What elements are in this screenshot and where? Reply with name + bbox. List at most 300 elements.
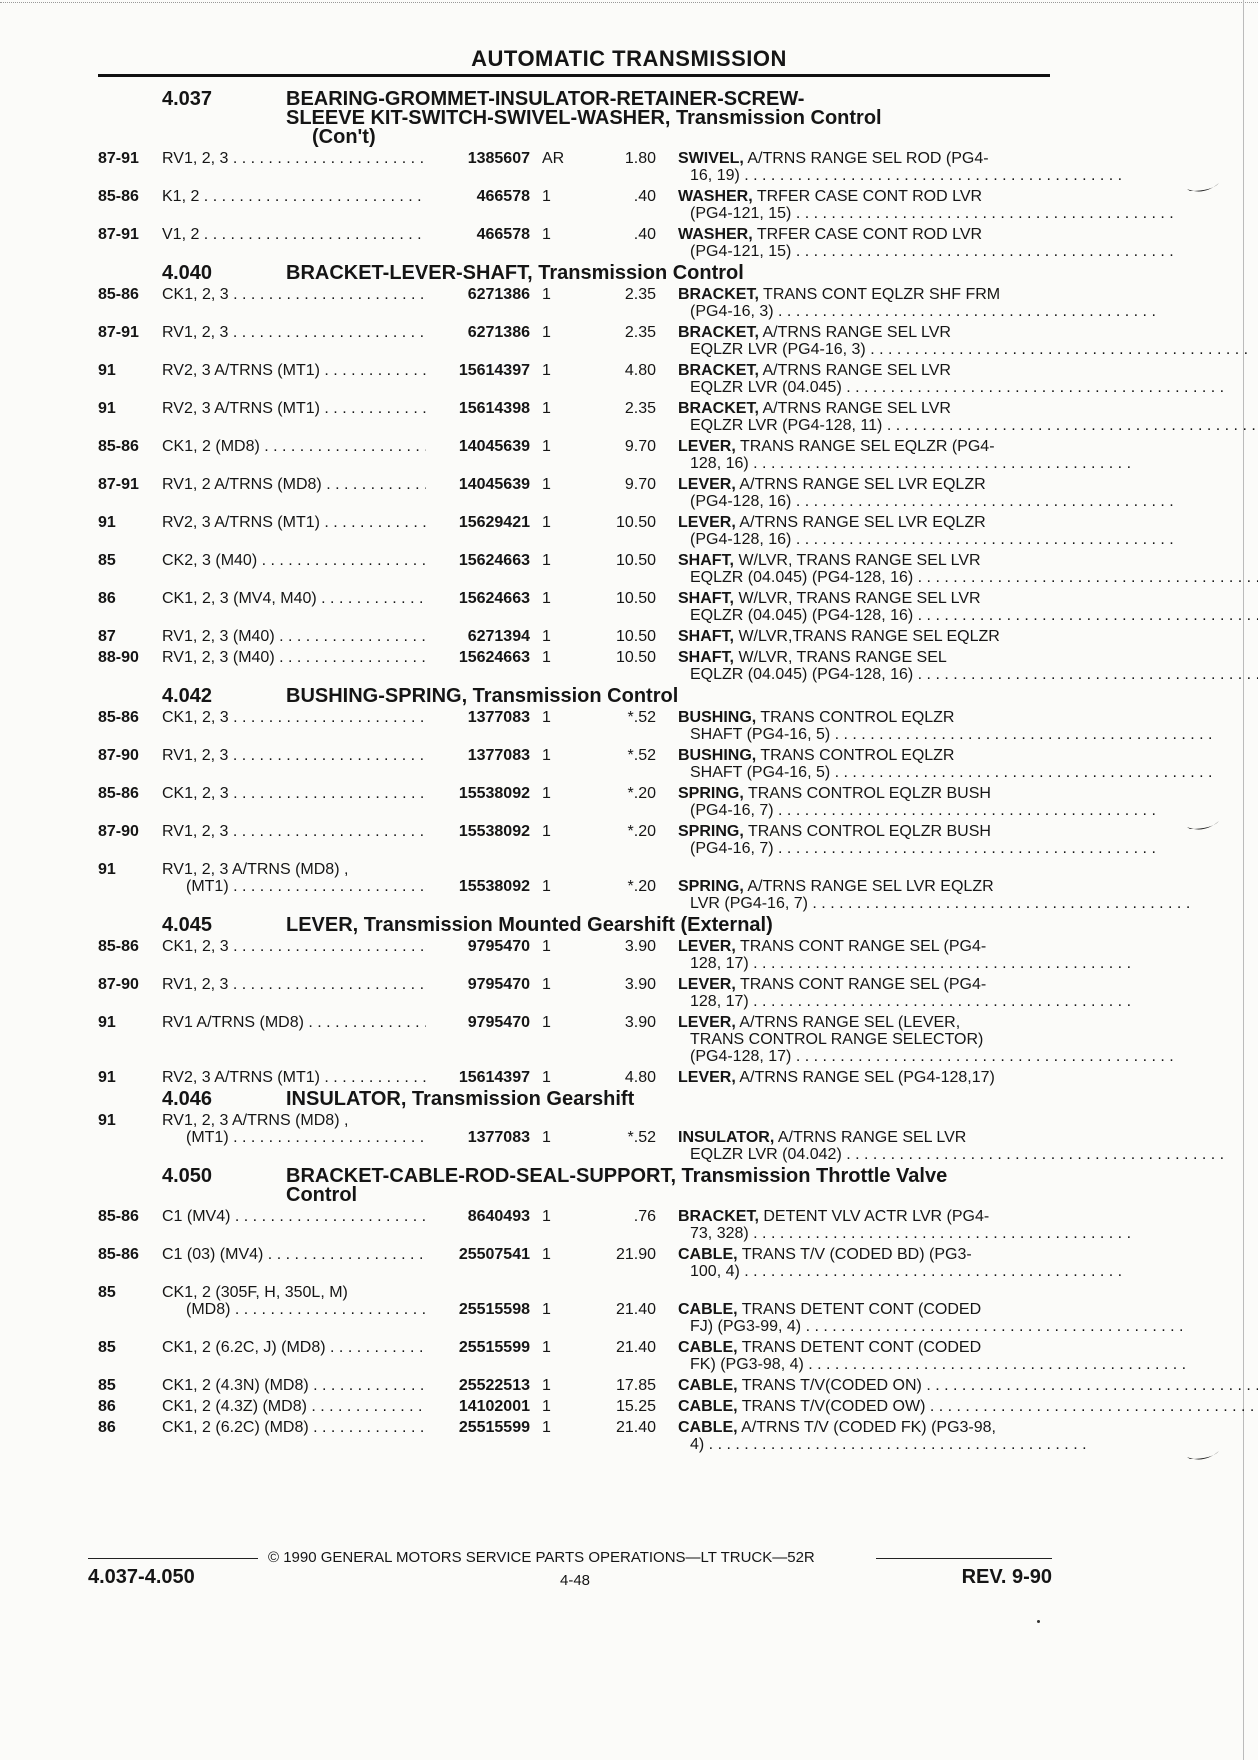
part-number: 14045639 [458, 476, 530, 493]
description-text: FK) (PG3-98, 4) [690, 1356, 804, 1373]
part-row [98, 1398, 1050, 1415]
quantity-cell [530, 861, 594, 912]
footer-revision: REV. 9-90 [961, 1566, 1052, 1588]
description-line [678, 476, 1174, 493]
part-number-cell [426, 590, 530, 624]
price-cell [594, 1069, 656, 1086]
price-cell [594, 438, 656, 472]
application-line-wrap [162, 476, 426, 493]
model-year: 85-86 [98, 1208, 139, 1225]
description-text: 100, 4) [690, 1263, 740, 1280]
part-number: 25507541 [458, 1246, 530, 1263]
description-text: (PG4-128, 16) [690, 493, 792, 510]
leader-dots [791, 1048, 1173, 1065]
leader-dots [749, 993, 1131, 1010]
model-year: 85-86 [98, 188, 139, 205]
description-text: (PG4-128, 16) [690, 531, 792, 548]
application-line-wrap [162, 976, 426, 993]
application-line-wrap [162, 1377, 426, 1394]
leader-dots [229, 709, 426, 726]
price-cell [594, 514, 656, 548]
part-row [98, 1069, 1050, 1086]
application-line-wrap [162, 150, 426, 167]
quantity-cell [530, 150, 594, 184]
leader-dots [704, 1436, 1086, 1453]
description-text: 16, 19) [690, 167, 740, 184]
part-number: 15614397 [458, 362, 530, 379]
model-year: 91 [98, 1014, 116, 1031]
leader-dots [320, 400, 426, 417]
application [162, 150, 426, 184]
section-heading [98, 1090, 1050, 1109]
application-line: CK1, 2 (6.2C) (MD8) [162, 1419, 309, 1436]
description-line [678, 286, 1156, 303]
application [162, 861, 426, 912]
description [656, 938, 1131, 972]
description [656, 590, 1258, 624]
description [656, 1208, 1131, 1242]
part-name: LEVER, [678, 1069, 736, 1086]
leader-dots [304, 1014, 426, 1031]
part-number-cell [426, 400, 530, 434]
part-name: SHAFT, [678, 649, 734, 666]
application [162, 649, 426, 683]
leader-dots [913, 569, 1258, 586]
quantity: 1 [542, 514, 551, 531]
application-line: RV1, 2, 3 [162, 823, 229, 840]
description-text: TRANS RANGE SEL EQLZR (PG4- [739, 438, 995, 455]
application-line-wrap [162, 938, 426, 955]
description-text: TRANS CONTROL EQLZR [760, 709, 955, 726]
model-year: 86 [98, 590, 116, 607]
leader-dots [260, 438, 426, 455]
part-number: 6271394 [467, 628, 530, 645]
application-line: RV2, 3 A/TRNS (MT1) [162, 362, 320, 379]
part-number-cell [426, 861, 530, 912]
quantity-cell [530, 590, 594, 624]
quantity: 1 [542, 709, 551, 726]
spacer [542, 1112, 594, 1129]
part-name: LEVER, [678, 976, 736, 993]
price-cell [594, 1398, 656, 1415]
application [162, 590, 426, 624]
leader-dots [830, 764, 1212, 781]
application-line: RV1, 2, 3 [162, 747, 229, 764]
description-line [678, 726, 1212, 743]
description [656, 438, 1131, 472]
description-line [678, 878, 1190, 895]
spacer [678, 1284, 1183, 1301]
application-line-wrap [162, 1339, 426, 1356]
application-line-wrap [162, 785, 426, 802]
part-number-cell [426, 747, 530, 781]
leader-dots [228, 747, 426, 764]
leader-dots [801, 1318, 1183, 1335]
model-year: 86 [98, 1398, 116, 1415]
description-line [678, 895, 1190, 912]
quantity-cell [530, 286, 594, 320]
leader-dots [229, 938, 426, 955]
part-number: 8640493 [467, 1208, 530, 1225]
part-name: BRACKET, [678, 1208, 759, 1225]
price: 10.50 [615, 649, 656, 666]
application [162, 1398, 426, 1415]
part-row [98, 150, 1050, 184]
price-cell [594, 649, 656, 683]
application [162, 1112, 426, 1163]
description-text: 4) [690, 1436, 705, 1453]
application [162, 476, 426, 510]
price-cell [594, 1112, 656, 1163]
section-title [286, 687, 1050, 706]
application [162, 188, 426, 222]
footer-copyright: © 1990 GENERAL MOTORS SERVICE PARTS OPERATIONS—LT TRUCK—52R [268, 1549, 815, 1566]
description-line [678, 649, 1258, 666]
price-cell [594, 362, 656, 396]
part-row [98, 590, 1050, 624]
description [656, 400, 1258, 434]
part-row [98, 324, 1050, 358]
section-number: 4.045 [162, 914, 213, 936]
description-line [678, 840, 1156, 857]
description-text: A/TRNS RANGE SEL LVR EQLZR [747, 878, 994, 895]
description-text: TRANS CONTROL EQLZR [760, 747, 955, 764]
section-title [286, 1090, 1050, 1109]
part-row [98, 286, 1050, 320]
section-title [286, 916, 1050, 935]
application-line-wrap [162, 1208, 426, 1225]
leader-dots [774, 802, 1156, 819]
part-number: 25515598 [458, 1301, 530, 1318]
description-line [678, 303, 1156, 320]
part-number-cell [426, 362, 530, 396]
price: 4.80 [624, 1069, 656, 1086]
application-line-wrap [162, 514, 426, 531]
footer-rule [876, 1558, 1052, 1559]
part-name: BUSHING, [678, 709, 757, 726]
description-text: TRANS CONTROL EQLZR BUSH [747, 823, 991, 840]
price: 21.40 [615, 1339, 656, 1356]
description-text: TRANS CONTROL RANGE SELECTOR) [690, 1031, 984, 1048]
part-number-cell [426, 976, 530, 1010]
model-year: 87-91 [98, 324, 139, 341]
price: 2.35 [624, 400, 656, 417]
price-cell [594, 1377, 656, 1394]
leader-dots [257, 552, 426, 569]
spacer [542, 1284, 594, 1301]
header-rule [98, 74, 1050, 77]
quantity: 1 [542, 1419, 551, 1436]
application-line-wrap [162, 1129, 426, 1146]
model-year: 86 [98, 1419, 116, 1436]
part-row [98, 1419, 1050, 1453]
application [162, 1339, 426, 1373]
application-line-wrap [162, 552, 426, 569]
part-row [98, 1377, 1050, 1394]
part-row [98, 438, 1050, 472]
description-text: LVR (PG4-16, 7) [690, 895, 808, 912]
description-text: A/TRNS RANGE SEL LVR [762, 362, 951, 379]
leader-dots [228, 150, 426, 167]
part-number-cell [426, 226, 530, 260]
model-year: 85 [98, 1284, 116, 1301]
part-name: SPRING, [678, 878, 744, 895]
part-number: 466578 [476, 226, 530, 243]
parts-listing [98, 86, 1050, 1457]
price: 21.40 [615, 1301, 656, 1318]
description [656, 1398, 1258, 1415]
model-year: 85-86 [98, 438, 139, 455]
price-cell [594, 1246, 656, 1280]
description-line [678, 1419, 1087, 1436]
part-name: SHAFT, [678, 552, 734, 569]
leader-dots [326, 1339, 426, 1356]
application-line-wrap [162, 438, 426, 455]
price-cell [594, 709, 656, 743]
description-text: DETENT VLV ACTR LVR (PG4- [763, 1208, 990, 1225]
part-number: 25522513 [458, 1377, 530, 1394]
leader-dots [830, 726, 1212, 743]
page-speck [1037, 1620, 1040, 1623]
application [162, 514, 426, 548]
part-number: 14102001 [458, 1398, 530, 1415]
application-line: RV1, 2, 3 [162, 150, 229, 167]
part-row [98, 649, 1050, 683]
description [656, 785, 1156, 819]
description-line [678, 1246, 1122, 1263]
application-line: CK1, 2 (305F, H, 350L, M) [162, 1284, 348, 1301]
description-line [678, 938, 1131, 955]
spacer [426, 1112, 530, 1129]
description-text: A/TRNS RANGE SEL LVR EQLZR [739, 514, 986, 531]
quantity-cell [530, 785, 594, 819]
quantity-cell [530, 938, 594, 972]
section-number: 4.050 [162, 1165, 213, 1187]
description [656, 150, 1122, 184]
description-text: W/LVR,TRANS RANGE SEL EQLZR [738, 628, 1000, 645]
description [656, 1377, 1258, 1394]
model-year: 85 [98, 1377, 116, 1394]
application [162, 362, 426, 396]
application-line: (MT1) [186, 1129, 229, 1146]
part-row [98, 785, 1050, 819]
leader-dots [229, 286, 426, 303]
description-line [678, 569, 1258, 586]
application-line: CK2, 3 (M40) [162, 552, 258, 569]
section-title-line: BUSHING-SPRING, Transmission Control [286, 685, 679, 707]
leader-dots [229, 1129, 426, 1146]
leader-dots [842, 379, 1224, 396]
price: 9.70 [624, 438, 656, 455]
section-title-line: BEARING-GROMMET-INSULATOR-RETAINER-SCREW- [286, 88, 805, 110]
quantity-cell [530, 476, 594, 510]
application-line: CK1, 2, 3 [162, 938, 229, 955]
model-year: 91 [98, 1069, 116, 1086]
description-line [678, 1356, 1186, 1373]
quantity-cell [530, 226, 594, 260]
description-text: SHAFT (PG4-16, 5) [690, 726, 831, 743]
description [656, 1246, 1122, 1280]
description-text: (PG4-121, 15) [690, 243, 792, 260]
application [162, 709, 426, 743]
model-year: 87-90 [98, 747, 139, 764]
description-line [678, 1129, 1224, 1146]
quantity-cell [530, 1208, 594, 1242]
quantity: 1 [542, 476, 551, 493]
leader-dots [309, 1419, 426, 1436]
binder-hole-mark [1186, 182, 1220, 194]
description-text: EQLZR LVR (04.045) [690, 379, 842, 396]
part-name: SHAFT, [678, 590, 734, 607]
price: 3.90 [624, 976, 656, 993]
part-row [98, 628, 1050, 645]
description-line [678, 324, 1248, 341]
leader-dots [804, 1356, 1186, 1373]
description-line [678, 1339, 1186, 1356]
application [162, 552, 426, 586]
price: 4.80 [624, 362, 656, 379]
part-number: 466578 [476, 188, 530, 205]
quantity: 1 [542, 590, 551, 607]
quantity-cell [530, 1112, 594, 1163]
description-line [678, 976, 1131, 993]
description [656, 286, 1156, 320]
price: 9.70 [624, 476, 656, 493]
leader-dots [320, 1069, 426, 1086]
price-cell [594, 1284, 656, 1335]
leader-dots [791, 243, 1173, 260]
description-line [678, 362, 1224, 379]
section-number: 4.046 [162, 1088, 213, 1110]
model-year: 87-90 [98, 823, 139, 840]
application [162, 1377, 426, 1394]
application-line-wrap [162, 1398, 426, 1415]
leader-dots [866, 341, 1248, 358]
application [162, 286, 426, 320]
part-number: 15538092 [458, 823, 530, 840]
description [656, 823, 1156, 857]
section-heading [98, 90, 1050, 147]
part-number: 6271386 [467, 324, 530, 341]
price-cell [594, 861, 656, 912]
application-line: CK1, 2 (MD8) [162, 438, 260, 455]
application [162, 400, 426, 434]
part-number-cell [426, 188, 530, 222]
price-cell [594, 476, 656, 510]
leader-dots [275, 628, 426, 645]
part-row [98, 400, 1050, 434]
application-line: K1, 2 [162, 188, 200, 205]
description [656, 188, 1174, 222]
quantity-cell [530, 1284, 594, 1335]
description [656, 709, 1212, 743]
description-text: A/TRNS RANGE SEL ROD (PG4- [747, 150, 989, 167]
model-year: 87-90 [98, 976, 139, 993]
description-text: A/TRNS RANGE SEL (PG4-128,17) [739, 1069, 995, 1086]
leader-dots [774, 303, 1156, 320]
quantity: 1 [542, 1301, 551, 1318]
description-line [678, 1014, 1174, 1031]
price-cell [594, 552, 656, 586]
price: 3.90 [624, 1014, 656, 1031]
part-row [98, 552, 1050, 586]
quantity: 1 [542, 938, 551, 955]
part-number-cell [426, 1246, 530, 1280]
part-name: CABLE, [678, 1398, 738, 1415]
quantity-cell [530, 1398, 594, 1415]
description-line [678, 1208, 1131, 1225]
price-cell [594, 188, 656, 222]
price-cell [594, 1208, 656, 1242]
application [162, 976, 426, 1010]
leader-dots [320, 362, 426, 379]
quantity-cell [530, 324, 594, 358]
description [656, 976, 1131, 1010]
description-text: 128, 17) [690, 993, 749, 1010]
leader-dots [199, 188, 426, 205]
application [162, 1208, 426, 1242]
part-name: CABLE, [678, 1419, 738, 1436]
leader-dots [808, 895, 1190, 912]
price: 10.50 [615, 628, 656, 645]
description [656, 476, 1174, 510]
model-year: 87-91 [98, 150, 139, 167]
spacer [426, 1284, 530, 1301]
leader-dots [791, 205, 1173, 222]
application-line-wrap [162, 1246, 426, 1263]
leader-dots [913, 607, 1258, 624]
spacer [594, 1112, 656, 1129]
description-text: FJ) (PG3-99, 4) [690, 1318, 802, 1335]
description-text: EQLZR LVR (PG4-128, 11) [690, 417, 883, 434]
description [656, 324, 1248, 358]
part-row [98, 861, 1050, 912]
price: *.20 [627, 823, 656, 840]
quantity: 1 [542, 362, 551, 379]
price: 21.90 [615, 1246, 656, 1263]
section-number: 4.040 [162, 262, 213, 284]
section-heading [98, 916, 1050, 935]
application-line-wrap [162, 188, 426, 205]
quantity: 1 [542, 747, 551, 764]
part-name: BRACKET, [678, 362, 759, 379]
description-text: (PG4-16, 7) [690, 840, 774, 857]
quantity-cell [530, 1014, 594, 1065]
part-row [98, 1339, 1050, 1373]
application [162, 785, 426, 819]
application-line: RV1, 2, 3 (M40) [162, 649, 275, 666]
application-line-wrap [162, 709, 426, 726]
quantity-cell [530, 400, 594, 434]
description-text: 128, 17) [690, 955, 749, 972]
part-number-cell [426, 324, 530, 358]
application-line-wrap [162, 649, 426, 666]
description-line [678, 823, 1156, 840]
price: *.52 [627, 709, 656, 726]
page-top-edge [0, 2, 1258, 3]
part-number-cell [426, 1208, 530, 1242]
application-line-wrap [162, 1301, 426, 1318]
leader-dots [263, 1246, 426, 1263]
section-title-line: INSULATOR, Transmission Gearshift [286, 1088, 635, 1110]
section-title-line: BRACKET-CABLE-ROD-SEAL-SUPPORT, Transmission Throttle Valve [286, 1165, 948, 1187]
leader-dots [922, 1377, 1258, 1394]
part-name: SWIVEL, [678, 150, 744, 167]
part-row [98, 1246, 1050, 1280]
section-number: 4.037 [162, 88, 213, 110]
spacer [426, 861, 530, 878]
part-number: 15538092 [458, 785, 530, 802]
